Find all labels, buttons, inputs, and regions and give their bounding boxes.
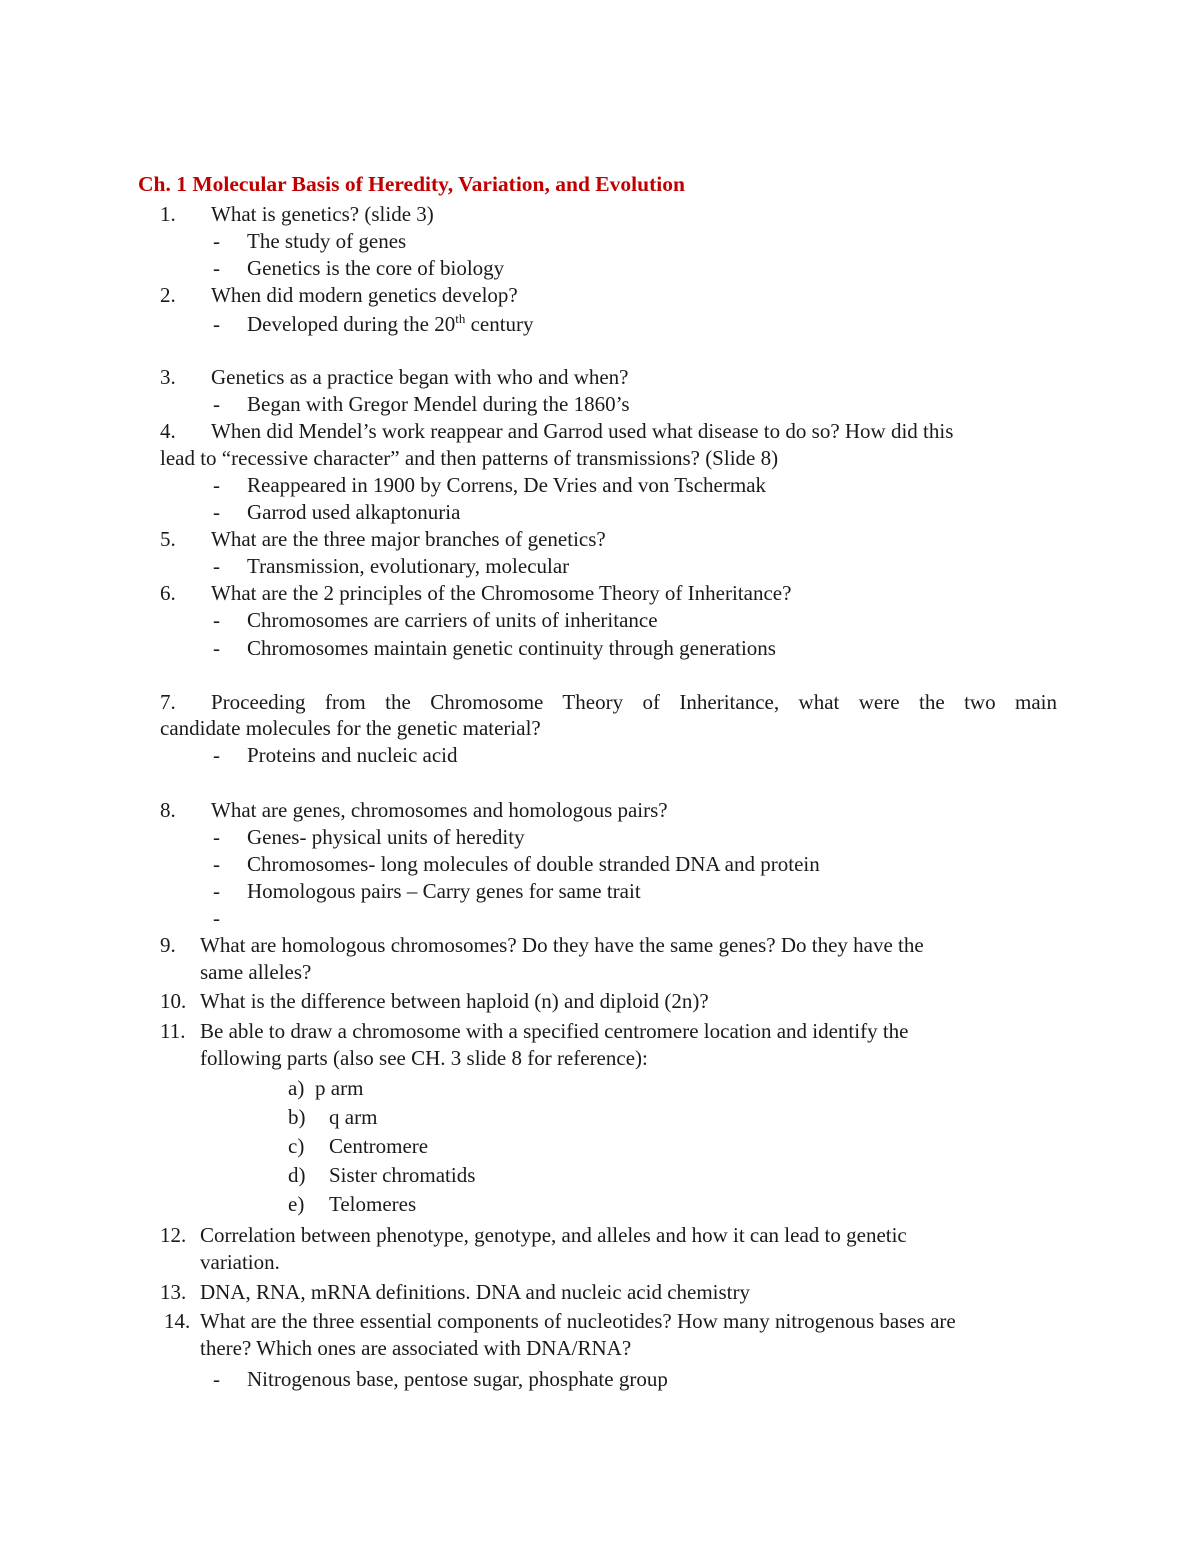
question-text: What are genes, chromosomes and homologous pairs?: [211, 798, 668, 822]
question-number: 2.: [160, 283, 176, 307]
part-letter: a): [288, 1076, 305, 1100]
answer-dash: -: [213, 256, 220, 280]
answer-dash: -: [213, 392, 220, 416]
part-label: q arm: [329, 1105, 378, 1129]
question-number: 1.: [160, 202, 176, 226]
answer-text: Homologous pairs – Carry genes for same trait: [247, 879, 641, 903]
part-label: p arm: [315, 1076, 364, 1100]
answer-text: Genetics is the core of biology: [247, 256, 505, 280]
answer-dash: -: [213, 852, 220, 876]
answer-dash: -: [213, 743, 220, 767]
part-label: Sister chromatids: [329, 1163, 476, 1187]
question-text: DNA, RNA, mRNA definitions. DNA and nucleic acid chemistry: [200, 1280, 750, 1304]
answer-text: Chromosomes- long molecules of double stranded DNA and protein: [247, 852, 820, 876]
answer-text: Genes- physical units of heredity: [247, 825, 525, 849]
question-number: 14.: [164, 1309, 191, 1333]
answer-dash: -: [213, 500, 220, 524]
question-text-continued: following parts (also see CH. 3 slide 8 for reference):: [200, 1046, 648, 1070]
part-label: Centromere: [329, 1134, 429, 1158]
answer-text: Chromosomes are carriers of units of inheritance: [247, 608, 658, 632]
question-text: Correlation between phenotype, genotype, and alleles and how it can lead to genetic: [200, 1223, 907, 1247]
question-number: 5.: [160, 527, 176, 551]
question-text: What are the three major branches of genetics?: [211, 527, 606, 551]
question-number: 7.: [160, 690, 176, 714]
question-number: 13.: [160, 1280, 187, 1304]
question-text-continued: lead to “recessive character” and then patterns of transmissions? (Slide 8): [160, 446, 779, 470]
question-text: What is genetics? (slide 3): [211, 202, 434, 226]
question-text: What are the three essential components of nucleotides? How many nitrogenous bases are: [200, 1309, 956, 1333]
question-text-continued: there? Which ones are associated with DNA/RNA?: [200, 1336, 632, 1360]
answer-dash: -: [213, 312, 220, 336]
answer-dash: -: [213, 906, 220, 930]
answer-dash: -: [213, 1367, 220, 1391]
answer-dash: -: [213, 473, 220, 497]
answer-text: Transmission, evolutionary, molecular: [247, 554, 570, 578]
question-number: 8.: [160, 798, 176, 822]
question-text-continued: variation.: [200, 1250, 280, 1274]
question-text: Genetics as a practice began with who and when?: [211, 365, 629, 389]
answer-text: Proteins and nucleic acid: [247, 743, 458, 767]
question-text: When did modern genetics develop?: [211, 283, 518, 307]
question-number: 3.: [160, 365, 176, 389]
part-letter: e): [288, 1192, 305, 1216]
question-text: When did Mendel’s work reappear and Garrod used what disease to do so? How did this: [211, 419, 954, 443]
answer-text: Reappeared in 1900 by Correns, De Vries and von Tschermak: [247, 473, 767, 497]
answer-text: The study of genes: [247, 229, 407, 253]
question-text: What is the difference between haploid (n) and diploid (2n)?: [200, 989, 709, 1013]
question-number: 9.: [160, 933, 176, 957]
question-text-continued: candidate molecules for the genetic material?: [160, 716, 541, 740]
question-text: What are the 2 principles of the Chromosome Theory of Inheritance?: [211, 581, 792, 605]
page-title: Ch. 1 Molecular Basis of Heredity, Variation, and Evolution: [138, 172, 685, 196]
part-label: Telomeres: [329, 1192, 417, 1216]
question-text: Proceeding from the Chromosome Theory of Inheritance, what were the two main: [211, 690, 1057, 714]
question-text: What are homologous chromosomes? Do they have the same genes? Do they have the: [200, 933, 924, 957]
answer-text: Garrod used alkaptonuria: [247, 500, 461, 524]
part-letter: d): [288, 1163, 306, 1187]
answer-text: Nitrogenous base, pentose sugar, phosphate group: [247, 1367, 668, 1391]
answer-text: Chromosomes maintain genetic continuity through generations: [247, 636, 776, 660]
question-text: Be able to draw a chromosome with a specified centromere location and identify the: [200, 1019, 909, 1043]
answer-text: Began with Gregor Mendel during the 1860’s: [247, 392, 630, 416]
part-letter: b): [288, 1105, 306, 1129]
answer-dash: -: [213, 229, 220, 253]
answer-dash: -: [213, 636, 220, 660]
question-number: 10.: [160, 989, 187, 1013]
part-letter: c): [288, 1134, 305, 1158]
answer-dash: -: [213, 879, 220, 903]
answer-dash: -: [213, 825, 220, 849]
question-number: 12.: [160, 1223, 187, 1247]
superscript: th: [455, 311, 466, 326]
question-number: 4.: [160, 419, 176, 443]
answer-dash: -: [213, 608, 220, 632]
answer-dash: -: [213, 554, 220, 578]
question-text-continued: same alleles?: [200, 960, 312, 984]
answer-text: Developed during the 20th century: [247, 311, 534, 336]
question-number: 6.: [160, 581, 176, 605]
question-number: 11.: [160, 1019, 186, 1043]
